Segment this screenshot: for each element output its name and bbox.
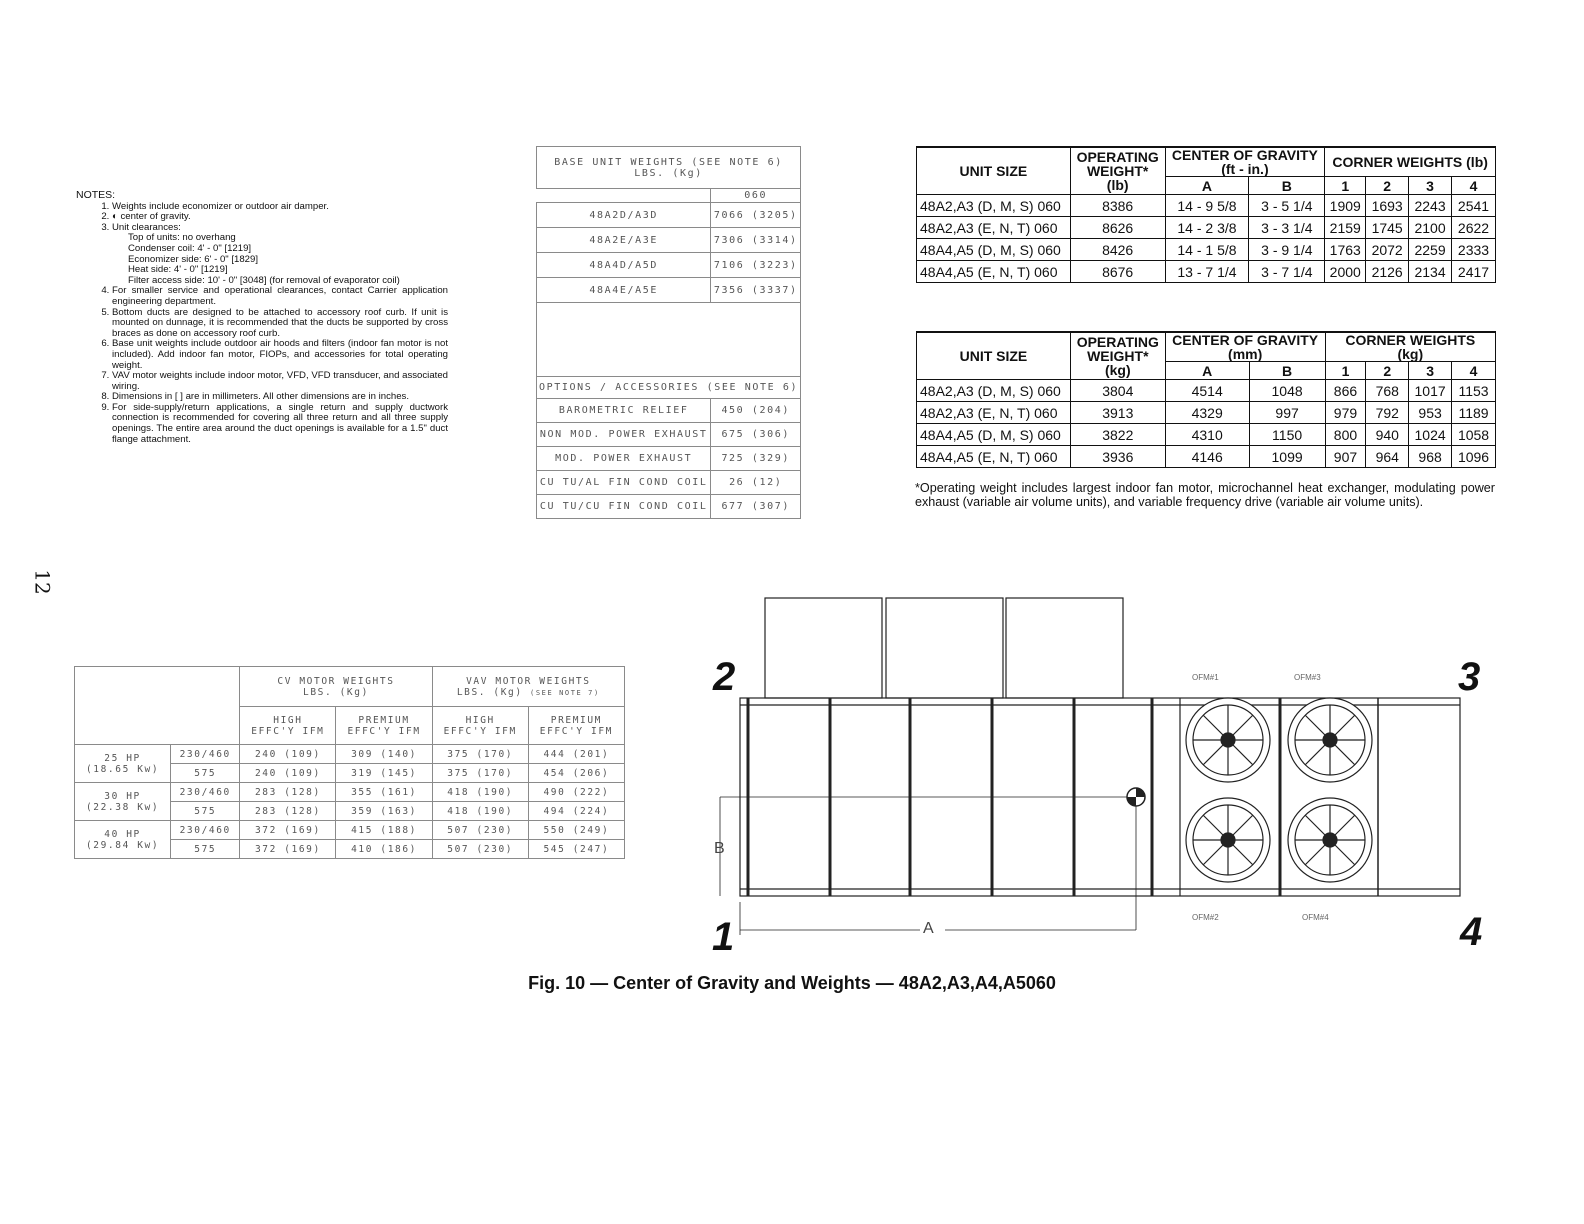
option-name: CU TU/CU FIN COND COIL <box>537 495 711 519</box>
fan-label: OFM#2 <box>1192 913 1219 922</box>
weight-cell: 375 (170) <box>432 764 528 783</box>
weight-cell: 372 (169) <box>240 821 336 840</box>
cell: 866 <box>1325 380 1366 402</box>
cell: 979 <box>1325 402 1366 424</box>
operating-weight-header: OPERATING WEIGHT* (kg) <box>1070 332 1165 380</box>
table-row <box>917 380 1496 402</box>
weight-cell: 7066 (3205) <box>711 203 801 228</box>
weight-cell: 454 (206) <box>528 764 624 783</box>
cell: 3 - 7 1/4 <box>1249 261 1325 283</box>
weight-cell: 444 (201) <box>528 745 624 764</box>
cell: 48A2,A3 (E, N, T) 060 <box>917 217 1071 239</box>
cv-high-header: HIGH EFFC'Y IFM <box>240 707 336 745</box>
table-row <box>917 217 1496 239</box>
cell: 1745 <box>1366 217 1409 239</box>
base-weights-title: BASE UNIT WEIGHTS (SEE NOTE 6) LBS. (Kg) <box>537 147 801 189</box>
note-6: 6. Base unit weights include outdoor air hoods and filters (indoor fan motor is not included). Add indoor fan motor, FIOPs, and accessories for total operating weight. <box>112 339 448 371</box>
voltage-cell: 230/460 <box>171 783 240 802</box>
corner-weights-header: CORNER WEIGHTS (kg) <box>1325 332 1495 362</box>
table-row <box>917 239 1496 261</box>
cell: 48A2,A3 (D, M, S) 060 <box>917 195 1071 217</box>
hood <box>1006 598 1123 698</box>
weight-cell: 490 (222) <box>528 783 624 802</box>
cell: 1763 <box>1325 239 1366 261</box>
sub-header: 3 <box>1409 177 1452 195</box>
operating-weight-footnote: *Operating weight includes largest indoor fan motor, microchannel heat exchanger, modulating power exhaust (variable air volume units), and variable frequency drive (variable air volume units). <box>915 481 1495 509</box>
weight-cell: 283 (128) <box>240 783 336 802</box>
vav-motor-title: VAV MOTOR WEIGHTS LBS. (Kg) (SEE NOTE 7) <box>432 667 624 707</box>
table-row <box>917 195 1496 217</box>
fan-label: OFM#4 <box>1302 913 1329 922</box>
note-2: 2. ◐ center of gravity. <box>112 212 448 223</box>
unit-cell: 48A2D/A3D <box>537 203 711 228</box>
clearance-item: Top of units: no overhang <box>128 232 236 244</box>
weight-cell: 240 (109) <box>240 764 336 783</box>
page-number: 12 <box>30 569 55 595</box>
center-of-gravity-header: CENTER OF GRAVITY (ft - in.) <box>1165 147 1325 177</box>
option-weight: 26 (12) <box>711 471 801 495</box>
corner-label-1: 1 <box>712 915 735 959</box>
weight-cell: 319 (145) <box>336 764 432 783</box>
cv-motor-title: CV MOTOR WEIGHTS LBS. (Kg) <box>240 667 432 707</box>
corner-weights-header: CORNER WEIGHTS (lb) <box>1325 147 1496 177</box>
cell: 2072 <box>1366 239 1409 261</box>
cell: 768 <box>1366 380 1409 402</box>
sub-header: 4 <box>1452 177 1496 195</box>
option-name: BAROMETRIC RELIEF <box>537 399 711 423</box>
sub-header: A <box>1165 177 1249 195</box>
notes-heading: NOTES: <box>76 189 116 201</box>
unit-top-view-diagram <box>690 590 1510 960</box>
weight-cell: 309 (140) <box>336 745 432 764</box>
cell: 48A4,A5 (D, M, S) 060 <box>917 239 1071 261</box>
cell: 48A2,A3 (D, M, S) 060 <box>917 380 1071 402</box>
option-name: MOD. POWER EXHAUST <box>537 447 711 471</box>
unit-size-header: UNIT SIZE <box>917 147 1071 195</box>
cell: 2259 <box>1409 239 1452 261</box>
weight-cell: 359 (163) <box>336 802 432 821</box>
table-row <box>917 402 1496 424</box>
cell: 1693 <box>1366 195 1409 217</box>
sub-header: 1 <box>1325 362 1366 380</box>
cell: 2243 <box>1409 195 1452 217</box>
hood <box>886 598 1003 698</box>
cell: 2333 <box>1452 239 1496 261</box>
cell: 1189 <box>1452 402 1496 424</box>
corner-label-3: 3 <box>1458 655 1481 699</box>
option-weight: 450 (204) <box>711 399 801 423</box>
cell: 953 <box>1409 402 1452 424</box>
fan-icon <box>1186 798 1270 882</box>
table-row <box>917 261 1496 283</box>
cell: 3 - 3 1/4 <box>1249 217 1325 239</box>
vav-high-header: HIGH EFFC'Y IFM <box>432 707 528 745</box>
option-name: CU TU/AL FIN COND COIL <box>537 471 711 495</box>
cell: 3 - 5 1/4 <box>1249 195 1325 217</box>
cell: 964 <box>1366 446 1409 468</box>
cell: 48A2,A3 (E, N, T) 060 <box>917 402 1071 424</box>
cell: 2000 <box>1325 261 1366 283</box>
cell: 8426 <box>1070 239 1165 261</box>
weight-cell: 507 (230) <box>432 821 528 840</box>
cell: 800 <box>1325 424 1366 446</box>
fan-icon <box>1186 698 1270 782</box>
sub-header: 4 <box>1452 362 1496 380</box>
imperial-weights-table <box>916 146 1496 283</box>
sub-header: B <box>1249 177 1325 195</box>
cell: 3804 <box>1070 380 1165 402</box>
weight-cell: 283 (128) <box>240 802 336 821</box>
sub-header: 1 <box>1325 177 1366 195</box>
weight-cell: 494 (224) <box>528 802 624 821</box>
option-weight: 677 (307) <box>711 495 801 519</box>
figure-caption: Fig. 10 — Center of Gravity and Weights — 48A2,A3,A4,A5060 <box>528 973 1056 993</box>
weight-cell: 7356 (3337) <box>711 278 801 303</box>
clearance-item: Filter access side: 10' - 0" [3048] (for removal of evaporator coil) <box>128 274 400 286</box>
cell: 907 <box>1325 446 1366 468</box>
unit-cell: 48A4D/A5D <box>537 253 711 278</box>
voltage-cell: 575 <box>171 764 240 783</box>
cell: 8676 <box>1070 261 1165 283</box>
cell: 2126 <box>1366 261 1409 283</box>
base-weights-table <box>536 146 801 519</box>
unit-cell: 48A2E/A3E <box>537 228 711 253</box>
note-1: 1. Weights include economizer or outdoor air damper. <box>112 202 448 213</box>
cell: 997 <box>1249 402 1325 424</box>
voltage-cell: 230/460 <box>171 821 240 840</box>
cell: 2159 <box>1325 217 1366 239</box>
hood <box>765 598 882 698</box>
cell: 4310 <box>1165 424 1249 446</box>
table-row <box>917 424 1496 446</box>
cell: 968 <box>1409 446 1452 468</box>
note-5: 5. Bottom ducts are designed to be attached to accessory roof curb. If unit is mounted on dunnage, it is recommended that the ducts be supported by cross braces as done on accessory roof curb. <box>112 308 448 340</box>
weight-cell: 240 (109) <box>240 745 336 764</box>
weight-cell: 7106 (3223) <box>711 253 801 278</box>
cell: 1048 <box>1249 380 1325 402</box>
weight-cell: 355 (161) <box>336 783 432 802</box>
unit-cell: 48A4E/A5E <box>537 278 711 303</box>
metric-weights-table <box>916 331 1496 468</box>
hp-cell: 30 HP (22.38 Kw) <box>75 783 171 821</box>
sub-header: 3 <box>1409 362 1452 380</box>
sub-header: A <box>1165 362 1249 380</box>
cell: 1150 <box>1249 424 1325 446</box>
cell: 14 - 1 5/8 <box>1165 239 1249 261</box>
cell: 4146 <box>1165 446 1249 468</box>
cell: 8626 <box>1070 217 1165 239</box>
fan-label: OFM#3 <box>1294 673 1321 682</box>
cell: 1017 <box>1409 380 1452 402</box>
dimension-a-label: A <box>923 920 934 937</box>
vav-premium-header: PREMIUM EFFC'Y IFM <box>528 707 624 745</box>
cell: 940 <box>1366 424 1409 446</box>
weight-cell: 418 (190) <box>432 783 528 802</box>
cell: 792 <box>1366 402 1409 424</box>
note-9: 9. For side-supply/return applications, a single return and supply ductwork connection is recommended for covering all three return and all three supply openings. The entire area around the duct openings is available for a 1.5" duct flange attachment. <box>112 403 448 445</box>
cell: 2622 <box>1452 217 1496 239</box>
cell: 1099 <box>1249 446 1325 468</box>
cell: 3936 <box>1070 446 1165 468</box>
cell: 1909 <box>1325 195 1366 217</box>
cell: 2541 <box>1452 195 1496 217</box>
note-4: 4. For smaller service and operational clearances, contact Carrier application engineering department. <box>112 286 448 307</box>
motor-weights-table <box>74 666 625 859</box>
table-row <box>917 446 1496 468</box>
sub-header: 2 <box>1366 177 1409 195</box>
voltage-cell: 575 <box>171 840 240 859</box>
clearance-item: Condenser coil: 4' - 0" [1219] <box>128 242 252 254</box>
cell: 1024 <box>1409 424 1452 446</box>
weight-cell: 7306 (3314) <box>711 228 801 253</box>
fan-icon <box>1288 798 1372 882</box>
option-weight: 675 (306) <box>711 423 801 447</box>
fan-label: OFM#1 <box>1192 673 1219 682</box>
corner-label-2: 2 <box>713 655 736 699</box>
note-8: 8. Dimensions in [ ] are in millimeters. All other dimensions are in inches. <box>112 392 448 403</box>
operating-weight-header: OPERATING WEIGHT* (lb) <box>1070 147 1165 195</box>
cell: 48A4,A5 (D, M, S) 060 <box>917 424 1071 446</box>
cell: 14 - 9 5/8 <box>1165 195 1249 217</box>
cell: 48A4,A5 (E, N, T) 060 <box>917 446 1071 468</box>
weight-cell: 410 (186) <box>336 840 432 859</box>
column-060: 060 <box>711 189 801 203</box>
corner-label-4: 4 <box>1460 910 1483 954</box>
clearance-item: Heat side: 4' - 0" [1219] <box>128 264 228 276</box>
sub-header: B <box>1249 362 1325 380</box>
options-title: OPTIONS / ACCESSORIES (SEE NOTE 6) <box>537 377 801 399</box>
dimension-b-label: B <box>714 840 725 857</box>
note-3: 3. Unit clearances: Top of units: no overhang Condenser coil: 4' - 0" [1219] Economizer side: 6' - 0" [1829] Heat side: 4' - 0" [1219] Filter access side: 10' - 0" [3048] (for removal of evaporator coil) <box>112 223 448 287</box>
cell: 1096 <box>1452 446 1496 468</box>
cell: 2134 <box>1409 261 1452 283</box>
fan-icon <box>1288 698 1372 782</box>
weight-cell: 415 (188) <box>336 821 432 840</box>
cell: 1153 <box>1452 380 1496 402</box>
weight-cell: 545 (247) <box>528 840 624 859</box>
cell: 3913 <box>1070 402 1165 424</box>
cv-premium-header: PREMIUM EFFC'Y IFM <box>336 707 432 745</box>
voltage-cell: 575 <box>171 802 240 821</box>
unit-size-header: UNIT SIZE <box>917 332 1071 380</box>
cell: 3 - 9 1/4 <box>1249 239 1325 261</box>
weight-cell: 375 (170) <box>432 745 528 764</box>
cell: 2100 <box>1409 217 1452 239</box>
notes-block <box>76 190 448 445</box>
hp-cell: 25 HP (18.65 Kw) <box>75 745 171 783</box>
cell: 4329 <box>1165 402 1249 424</box>
cell: 8386 <box>1070 195 1165 217</box>
weight-cell: 550 (249) <box>528 821 624 840</box>
weight-cell: 418 (190) <box>432 802 528 821</box>
center-of-gravity-header: CENTER OF GRAVITY (mm) <box>1165 332 1325 362</box>
center-of-gravity-icon: ◐ <box>112 211 121 223</box>
weight-cell: 507 (230) <box>432 840 528 859</box>
cell: 13 - 7 1/4 <box>1165 261 1249 283</box>
clearance-list <box>112 233 448 286</box>
option-weight: 725 (329) <box>711 447 801 471</box>
clearance-item: Economizer side: 6' - 0" [1829] <box>128 253 259 265</box>
cell: 4514 <box>1165 380 1249 402</box>
cell: 1058 <box>1452 424 1496 446</box>
option-name: NON MOD. POWER EXHAUST <box>537 423 711 447</box>
cell: 3822 <box>1070 424 1165 446</box>
weight-cell: 372 (169) <box>240 840 336 859</box>
sub-header: 2 <box>1366 362 1409 380</box>
center-of-gravity-icon <box>1127 788 1145 806</box>
cell: 2417 <box>1452 261 1496 283</box>
cell: 48A4,A5 (E, N, T) 060 <box>917 261 1071 283</box>
voltage-cell: 230/460 <box>171 745 240 764</box>
cell: 14 - 2 3/8 <box>1165 217 1249 239</box>
note-7: 7. VAV motor weights include indoor motor, VFD, VFD transducer, and associated wiring. <box>112 371 448 392</box>
hp-cell: 40 HP (29.84 Kw) <box>75 821 171 859</box>
